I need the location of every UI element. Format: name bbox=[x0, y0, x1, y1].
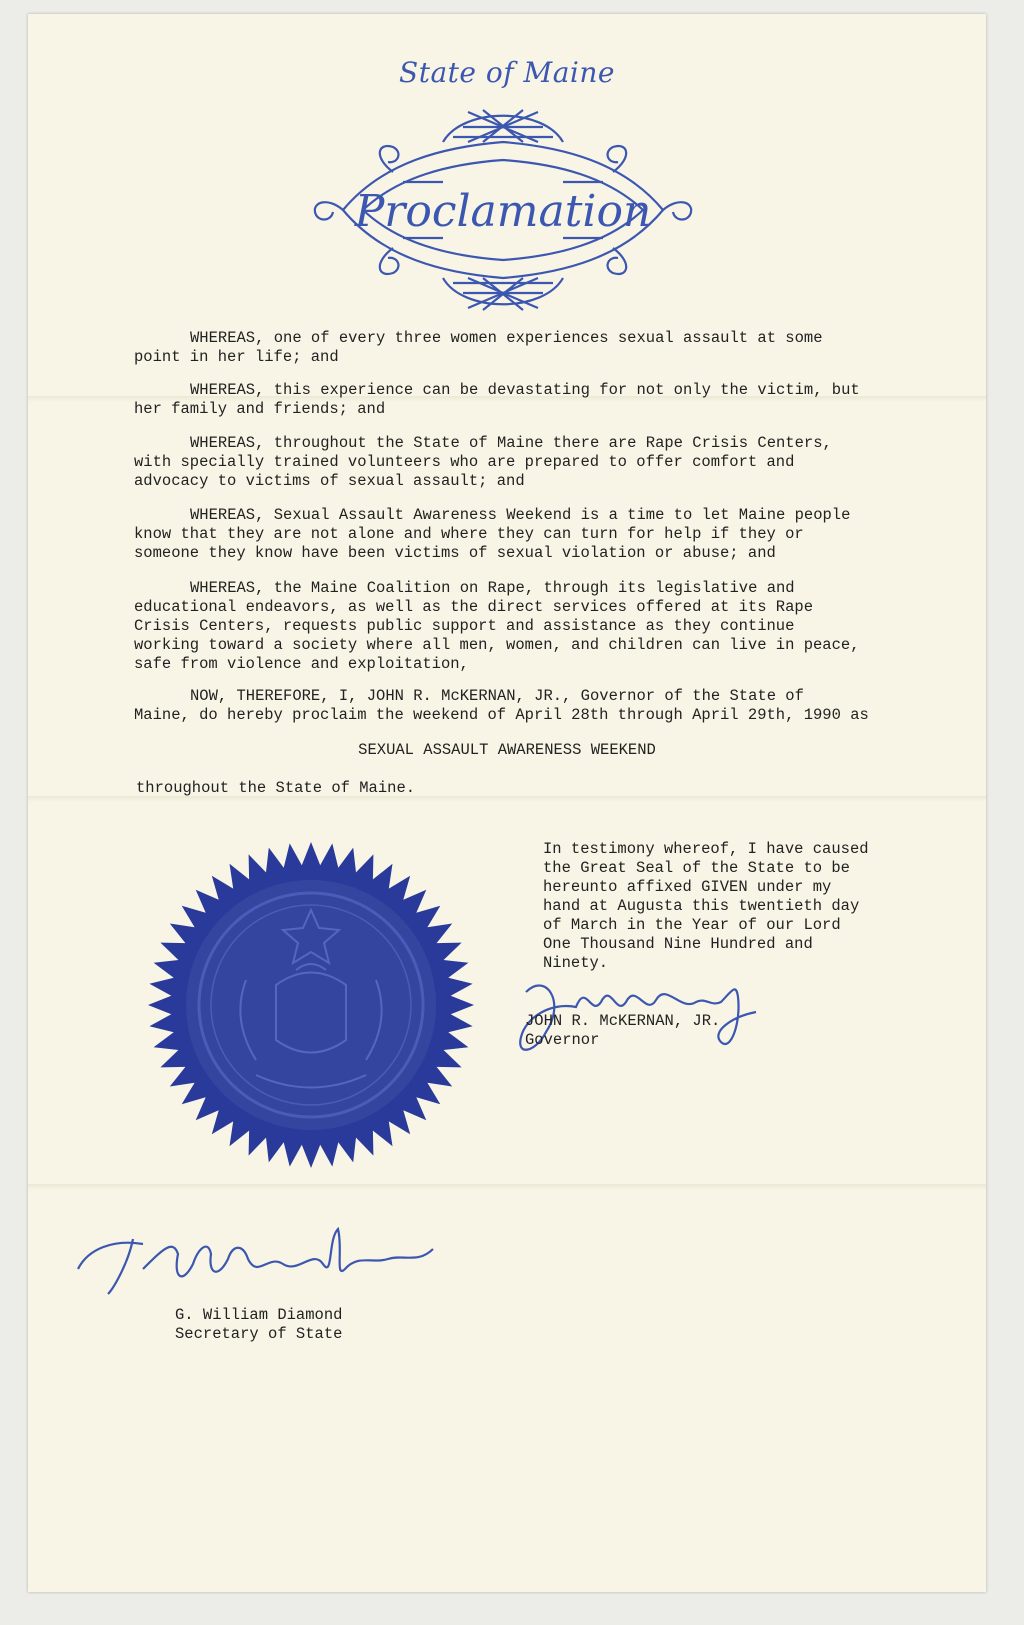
paragraph-line: know that they are not alone and where they can turn for help if they or bbox=[134, 525, 804, 543]
secretary-name: G. William Diamond bbox=[175, 1306, 343, 1324]
paragraph-line: advocacy to victims of sexual assault; and bbox=[134, 472, 525, 490]
paragraph-line: point in her life; and bbox=[134, 348, 339, 366]
whereas-paragraph bbox=[134, 687, 914, 725]
whereas-paragraph bbox=[134, 434, 914, 491]
paragraph-line: working toward a society where all men, women, and children can live in peace, bbox=[134, 636, 860, 654]
testimony-line: of March in the Year of our Lord bbox=[543, 916, 841, 934]
state-heading: State of Maine bbox=[399, 56, 615, 89]
proclamation-title: Proclamation bbox=[354, 186, 652, 237]
paragraph-line: WHEREAS, throughout the State of Maine there are Rape Crisis Centers, bbox=[190, 434, 832, 452]
testimony-line: the Great Seal of the State to be bbox=[543, 859, 850, 877]
whereas-paragraph bbox=[134, 506, 914, 563]
testimony-line: One Thousand Nine Hundred and bbox=[543, 935, 813, 953]
closing-line: throughout the State of Maine. bbox=[136, 779, 416, 797]
paragraph-line: NOW, THEREFORE, I, JOHN R. McKERNAN, JR., Governor of the State of bbox=[190, 687, 804, 705]
paragraph-line: Crisis Centers, requests public support and assistance as they continue bbox=[134, 617, 795, 635]
paragraph-line: WHEREAS, one of every three women experiences sexual assault at some bbox=[190, 329, 823, 347]
proclaimed-title: SEXUAL ASSAULT AWARENESS WEEKEND bbox=[358, 741, 656, 759]
paragraph-line: WHEREAS, Sexual Assault Awareness Weekend is a time to let Maine people bbox=[190, 506, 851, 524]
paragraph-line: with specially trained volunteers who are prepared to offer comfort and bbox=[134, 453, 795, 471]
testimony-line: Ninety. bbox=[543, 954, 609, 972]
paragraph-line: safe from violence and exploitation, bbox=[134, 655, 469, 673]
governor-name: JOHN R. McKERNAN, JR. bbox=[525, 1012, 721, 1030]
testimony-line: hand at Augusta this twentieth day bbox=[543, 897, 860, 915]
testimony-line: hereunto affixed GIVEN under my bbox=[543, 878, 832, 896]
testimony-block bbox=[543, 840, 883, 973]
paragraph-line: WHEREAS, the Maine Coalition on Rape, through its legislative and bbox=[190, 579, 795, 597]
whereas-paragraph bbox=[134, 329, 914, 367]
paper-fold bbox=[28, 1184, 986, 1190]
whereas-paragraph bbox=[134, 579, 914, 674]
whereas-paragraph bbox=[134, 381, 914, 419]
great-seal-of-maine bbox=[146, 840, 476, 1170]
paragraph-line: her family and friends; and bbox=[134, 400, 386, 418]
proclamation-cartouche bbox=[303, 102, 703, 317]
testimony-line: In testimony whereof, I have caused bbox=[543, 840, 869, 858]
governor-title: Governor bbox=[525, 1031, 600, 1049]
paragraph-line: Maine, do hereby proclaim the weekend of April 28th through April 29th, 1990 as bbox=[134, 706, 869, 724]
secretary-signature bbox=[73, 1209, 453, 1309]
proclamation-document bbox=[28, 14, 986, 1592]
secretary-title: Secretary of State bbox=[175, 1325, 343, 1343]
paragraph-line: someone they know have been victims of sexual violation or abuse; and bbox=[134, 544, 776, 562]
paragraph-line: educational endeavors, as well as the direct services offered at its Rape bbox=[134, 598, 814, 616]
paragraph-line: WHEREAS, this experience can be devastating for not only the victim, but bbox=[190, 381, 860, 399]
